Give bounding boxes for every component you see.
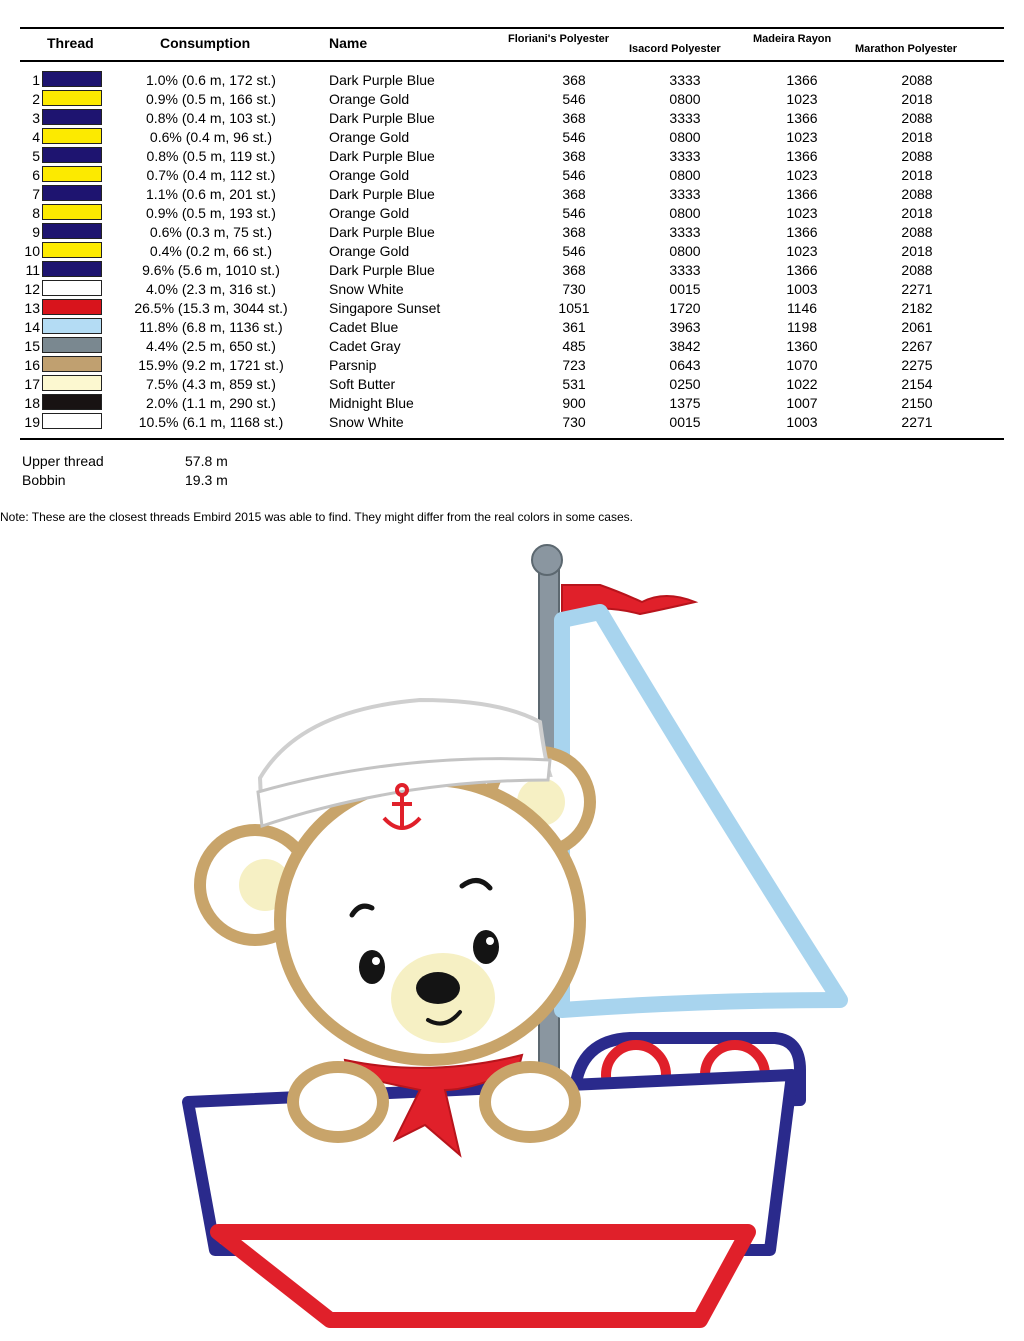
consumption-cell: 15.9% (9.2 m, 1721 st.)	[138, 357, 284, 373]
consumption-cell: 4.4% (2.5 m, 650 st.)	[146, 338, 276, 354]
thread-number: 5	[32, 148, 40, 164]
isacord-cell: 0800	[669, 129, 701, 145]
marathon-cell: 2088	[901, 186, 933, 202]
header-marathon: Marathon Polyester	[855, 43, 958, 55]
table-row	[0, 166, 1024, 185]
hull-stripe	[218, 1232, 748, 1320]
table-row	[0, 128, 1024, 147]
thread-table	[0, 71, 1024, 432]
madeira-cell: 1366	[786, 148, 818, 164]
marathon-cell: 2088	[901, 224, 933, 240]
isacord-cell: 0015	[669, 414, 701, 430]
table-row	[0, 90, 1024, 109]
thread-name-cell: Dark Purple Blue	[329, 224, 435, 240]
floriani-cell: 368	[562, 148, 586, 164]
isacord-cell: 3842	[669, 338, 701, 354]
isacord-cell: 3333	[669, 224, 701, 240]
floriani-cell: 368	[562, 72, 586, 88]
isacord-cell: 0800	[669, 205, 701, 221]
isacord-cell: 0800	[669, 167, 701, 183]
marathon-cell: 2018	[901, 205, 933, 221]
marathon-cell: 2088	[901, 148, 933, 164]
header-isacord: Isacord Polyester	[629, 43, 721, 55]
table-row	[0, 204, 1024, 223]
header-consumption: Consumption	[160, 35, 251, 51]
header-madeira: Madeira Rayon	[753, 33, 832, 45]
marathon-cell: 2088	[901, 110, 933, 126]
thread-name-cell: Dark Purple Blue	[329, 186, 435, 202]
madeira-cell: 1360	[786, 338, 818, 354]
marathon-cell: 2182	[901, 300, 933, 316]
marathon-cell: 2271	[901, 281, 933, 297]
consumption-cell: 1.1% (0.6 m, 201 st.)	[146, 186, 276, 202]
color-swatch	[42, 242, 102, 258]
bobbin-label: Bobbin	[22, 472, 66, 488]
floriani-cell: 368	[562, 186, 586, 202]
thread-number: 1	[32, 72, 40, 88]
table-row	[0, 318, 1024, 337]
consumption-cell: 10.5% (6.1 m, 1168 st.)	[138, 414, 284, 430]
table-row	[0, 147, 1024, 166]
thread-number: 12	[24, 281, 40, 297]
isacord-cell: 0800	[669, 91, 701, 107]
marathon-cell: 2088	[901, 72, 933, 88]
color-swatch	[42, 299, 102, 315]
isacord-cell: 0015	[669, 281, 701, 297]
thread-number: 8	[32, 205, 40, 221]
color-swatch	[42, 375, 102, 391]
color-swatch	[42, 109, 102, 125]
isacord-cell: 3333	[669, 72, 701, 88]
marathon-cell: 2018	[901, 167, 933, 183]
bear-nose	[416, 972, 460, 1004]
color-swatch	[42, 185, 102, 201]
table-row	[0, 356, 1024, 375]
eye-right	[473, 930, 499, 964]
thread-name-cell: Dark Purple Blue	[329, 262, 435, 278]
consumption-cell: 0.9% (0.5 m, 193 st.)	[146, 205, 276, 221]
thread-name-cell: Orange Gold	[329, 129, 410, 145]
color-swatch	[42, 356, 102, 372]
eye-left	[359, 950, 385, 984]
color-swatch	[42, 147, 102, 163]
floriani-cell: 900	[562, 395, 586, 411]
madeira-cell: 1023	[786, 167, 818, 183]
table-row	[0, 261, 1024, 280]
consumption-cell: 0.6% (0.4 m, 96 st.)	[149, 129, 273, 145]
thread-name-cell: Orange Gold	[329, 243, 410, 259]
thread-number: 15	[24, 338, 40, 354]
bobbin-value: 19.3 m	[185, 472, 228, 488]
thread-number: 18	[24, 395, 40, 411]
thread-number: 17	[24, 376, 40, 392]
color-swatch	[42, 204, 102, 220]
thread-number: 7	[32, 186, 40, 202]
marathon-cell: 2275	[901, 357, 933, 373]
table-row	[0, 413, 1024, 432]
upper-thread-value: 57.8 m	[185, 453, 228, 469]
thread-number: 10	[24, 243, 40, 259]
table-row	[0, 375, 1024, 394]
consumption-cell: 9.6% (5.6 m, 1010 st.)	[142, 262, 280, 278]
floriani-cell: 723	[562, 357, 586, 373]
floriani-cell: 730	[562, 281, 586, 297]
table-row	[0, 280, 1024, 299]
madeira-cell: 1366	[786, 72, 818, 88]
marathon-cell: 2154	[901, 376, 933, 392]
madeira-cell: 1023	[786, 205, 818, 221]
thread-name-cell: Dark Purple Blue	[329, 148, 435, 164]
color-swatch	[42, 413, 102, 429]
bottom-rule	[20, 438, 1004, 440]
thread-name-cell: Snow White	[329, 414, 404, 430]
thread-name-cell: Parsnip	[329, 357, 377, 373]
upper-thread-label: Upper thread	[22, 453, 104, 469]
color-swatch	[42, 71, 102, 87]
isacord-cell: 0250	[669, 376, 701, 392]
marathon-cell: 2150	[901, 395, 933, 411]
floriani-cell: 368	[562, 224, 586, 240]
marathon-cell: 2018	[901, 91, 933, 107]
thread-number: 19	[24, 414, 40, 430]
consumption-cell: 0.6% (0.3 m, 75 st.)	[149, 224, 273, 240]
marathon-cell: 2018	[901, 129, 933, 145]
color-swatch	[42, 394, 102, 410]
thread-name-cell: Dark Purple Blue	[329, 72, 435, 88]
floriani-cell: 361	[562, 319, 586, 335]
madeira-cell: 1022	[786, 376, 818, 392]
madeira-cell: 1023	[786, 91, 818, 107]
color-swatch	[42, 337, 102, 353]
header-name: Name	[329, 35, 368, 51]
eye-highlight-left	[372, 957, 380, 965]
thread-number: 2	[32, 91, 40, 107]
marathon-cell: 2271	[901, 414, 933, 430]
color-swatch	[42, 223, 102, 239]
consumption-cell: 0.9% (0.5 m, 166 st.)	[146, 91, 276, 107]
eye-highlight-right	[486, 937, 494, 945]
floriani-cell: 546	[562, 129, 586, 145]
bear-paw-left	[293, 1067, 383, 1137]
floriani-cell: 546	[562, 205, 586, 221]
header-thread: Thread	[47, 35, 94, 51]
thread-number: 4	[32, 129, 40, 145]
thread-number: 14	[24, 319, 40, 335]
table-row	[0, 185, 1024, 204]
isacord-cell: 0643	[669, 357, 701, 373]
floriani-cell: 730	[562, 414, 586, 430]
floriani-cell: 485	[562, 338, 586, 354]
color-swatch	[42, 280, 102, 296]
floriani-cell: 546	[562, 91, 586, 107]
header-rule	[20, 60, 1004, 62]
madeira-cell: 1003	[786, 414, 818, 430]
table-row	[0, 109, 1024, 128]
thread-number: 13	[24, 300, 40, 316]
marathon-cell: 2088	[901, 262, 933, 278]
madeira-cell: 1366	[786, 262, 818, 278]
isacord-cell: 1375	[669, 395, 701, 411]
madeira-cell: 1366	[786, 110, 818, 126]
consumption-cell: 2.0% (1.1 m, 290 st.)	[146, 395, 276, 411]
color-swatch	[42, 90, 102, 106]
madeira-cell: 1007	[786, 395, 818, 411]
marathon-cell: 2267	[901, 338, 933, 354]
table-row	[0, 337, 1024, 356]
madeira-cell: 1023	[786, 243, 818, 259]
embroidery-artwork	[0, 530, 1024, 1341]
bear-paw-right	[485, 1067, 575, 1137]
thread-name-cell: Snow White	[329, 281, 404, 297]
isacord-cell: 1720	[669, 300, 701, 316]
top-rule	[20, 27, 1004, 29]
isacord-cell: 0800	[669, 243, 701, 259]
thread-name-cell: Cadet Blue	[329, 319, 399, 335]
consumption-cell: 4.0% (2.3 m, 316 st.)	[146, 281, 276, 297]
floriani-cell: 1051	[558, 300, 590, 316]
madeira-cell: 1146	[786, 300, 818, 316]
consumption-cell: 0.4% (0.2 m, 66 st.)	[149, 243, 273, 259]
consumption-cell: 11.8% (6.8 m, 1136 st.)	[139, 319, 283, 335]
marathon-cell: 2061	[901, 319, 933, 335]
floriani-cell: 531	[562, 376, 586, 392]
table-row	[0, 242, 1024, 261]
thread-name-cell: Orange Gold	[329, 91, 410, 107]
thread-number: 3	[32, 110, 40, 126]
table-row	[0, 299, 1024, 318]
thread-number: 11	[25, 262, 40, 278]
thread-name-cell: Orange Gold	[329, 205, 410, 221]
note-text: Note: These are the closest threads Embird 2015 was able to find. They might differ from the real colors in some cases.	[0, 510, 633, 524]
marathon-cell: 2018	[901, 243, 933, 259]
madeira-cell: 1366	[786, 224, 818, 240]
thread-name-cell: Dark Purple Blue	[329, 110, 435, 126]
consumption-cell: 0.8% (0.4 m, 103 st.)	[146, 110, 276, 126]
color-swatch	[42, 318, 102, 334]
thread-name-cell: Singapore Sunset	[329, 300, 441, 316]
madeira-cell: 1023	[786, 129, 818, 145]
floriani-cell: 546	[562, 243, 586, 259]
consumption-cell: 0.7% (0.4 m, 112 st.)	[146, 167, 276, 183]
thread-number: 6	[32, 167, 40, 183]
color-swatch	[42, 128, 102, 144]
isacord-cell: 3333	[669, 110, 701, 126]
thread-name-cell: Midnight Blue	[329, 395, 414, 411]
madeira-cell: 1366	[786, 186, 818, 202]
isacord-cell: 3333	[669, 148, 701, 164]
madeira-cell: 1198	[786, 319, 818, 335]
table-row	[0, 71, 1024, 90]
header-floriani: Floriani's Polyester	[508, 33, 610, 45]
isacord-cell: 3963	[669, 319, 701, 335]
table-row	[0, 394, 1024, 413]
madeira-cell: 1003	[786, 281, 818, 297]
thread-number: 9	[32, 224, 40, 240]
madeira-cell: 1070	[786, 357, 818, 373]
color-swatch	[42, 261, 102, 277]
thread-number: 16	[24, 357, 40, 373]
color-swatch	[42, 166, 102, 182]
consumption-cell: 1.0% (0.6 m, 172 st.)	[146, 72, 276, 88]
sail	[562, 612, 840, 1010]
table-row	[0, 223, 1024, 242]
isacord-cell: 3333	[669, 186, 701, 202]
floriani-cell: 368	[562, 110, 586, 126]
consumption-cell: 0.8% (0.5 m, 119 st.)	[146, 148, 276, 164]
thread-name-cell: Cadet Gray	[329, 338, 401, 354]
floriani-cell: 546	[562, 167, 586, 183]
consumption-cell: 7.5% (4.3 m, 859 st.)	[146, 376, 276, 392]
floriani-cell: 368	[562, 262, 586, 278]
isacord-cell: 3333	[669, 262, 701, 278]
consumption-cell: 26.5% (15.3 m, 3044 st.)	[134, 300, 288, 316]
thread-name-cell: Soft Butter	[329, 376, 396, 392]
thread-name-cell: Orange Gold	[329, 167, 410, 183]
